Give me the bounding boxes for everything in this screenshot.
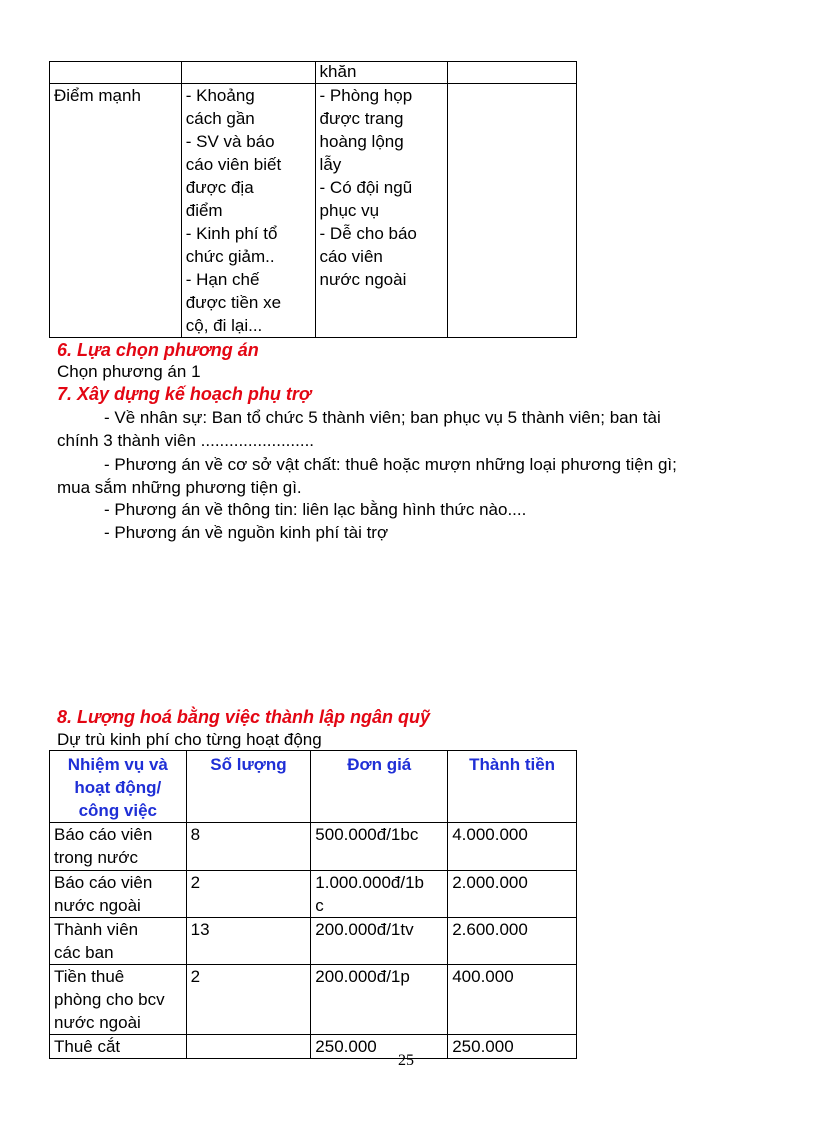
table-cell: 1.000.000đ/1b c <box>311 871 448 918</box>
row-label: Điểm mạnh <box>50 84 182 338</box>
table-cell: Thành viên các ban <box>50 918 187 965</box>
table-cell: 2.000.000 <box>448 871 577 918</box>
table-cell <box>186 1035 311 1059</box>
cell-line: lẫy <box>319 155 342 174</box>
table-cell: 250.000 <box>311 1035 448 1059</box>
budget-table <box>49 750 577 1059</box>
section-7-line: mua sắm những phương tiện gì. <box>57 478 302 497</box>
section-8-subtitle: Dự trù kinh phí cho từng hoạt động <box>57 730 322 749</box>
cell-line: phục vụ <box>319 201 380 220</box>
table-cell <box>448 62 577 84</box>
cell-line: cộ, đi lại... <box>185 316 263 335</box>
section-7-line: - Về nhân sự: Ban tổ chức 5 thành viên; ban phục vụ 5 thành viên; ban tài <box>104 408 661 427</box>
table-cell: 2.600.000 <box>448 918 577 965</box>
table-row-strengths <box>50 84 577 338</box>
column-header: Đơn giá <box>311 751 448 823</box>
page-number: 25 <box>398 1052 414 1069</box>
cell-line: - Phòng họp <box>319 86 413 105</box>
table-cell: 2 <box>186 871 311 918</box>
table-cell <box>315 84 448 338</box>
cell-line: - Kinh phí tổ <box>185 224 278 243</box>
table-cell <box>50 62 182 84</box>
cell-line: - Có đội ngũ <box>319 178 413 197</box>
table-cell: 200.000đ/1tv <box>311 918 448 965</box>
section-8-heading: 8. Lượng hoá bằng việc thành lập ngân quỹ <box>57 707 430 727</box>
cell-line: - Dễ cho báo <box>319 224 417 243</box>
table-cell <box>181 84 315 338</box>
table-header-row <box>50 751 577 823</box>
table-cell: 8 <box>186 823 311 871</box>
table-row <box>50 918 577 965</box>
section-7-line: chính 3 thành viên ........................ <box>57 431 315 450</box>
table-cell: 4.000.000 <box>448 823 577 871</box>
table-cell: 400.000 <box>448 965 577 1035</box>
table-row <box>50 823 577 871</box>
cell-line: - SV và báo <box>185 132 275 151</box>
table-row <box>50 965 577 1035</box>
column-header: Thành tiền <box>448 751 577 823</box>
cell-line: điểm <box>185 201 223 220</box>
cell-line: cách gần <box>185 109 255 128</box>
table-cell: 13 <box>186 918 311 965</box>
cell-line: được tiền xe <box>185 293 282 312</box>
section-6-heading: 6. Lựa chọn phương án <box>57 340 259 360</box>
table-row <box>50 1035 577 1059</box>
cell-line: được địa <box>185 178 254 197</box>
cell-line: - Khoảng <box>185 86 255 105</box>
section-7-heading: 7. Xây dựng kế hoạch phụ trợ <box>57 384 311 404</box>
table-cell: Báo cáo viên trong nước <box>50 823 187 871</box>
table-cell: 200.000đ/1p <box>311 965 448 1035</box>
table-cell: Báo cáo viên nước ngoài <box>50 871 187 918</box>
cell-line: nước ngoài <box>319 270 407 289</box>
comparison-table <box>49 61 577 338</box>
section-7-line: - Phương án về cơ sở vật chất: thuê hoặc mượn những loại phương tiện gì; <box>104 455 677 474</box>
cell-line: hoàng lộng <box>319 132 404 151</box>
cell-line: cáo viên <box>319 247 383 266</box>
cell-line: chức giảm.. <box>185 247 275 266</box>
cell-line: được trang <box>319 109 404 128</box>
table-cell: Tiền thuê phòng cho bcv nước ngoài <box>50 965 187 1035</box>
table-cell: 500.000đ/1bc <box>311 823 448 871</box>
section-7-line: - Phương án về thông tin: liên lạc bằng hình thức nào.... <box>104 500 527 519</box>
section-6-text: Chọn phương án 1 <box>57 362 201 381</box>
table-cell <box>448 84 577 338</box>
table-row <box>50 62 577 84</box>
column-header: Nhiệm vụ và hoạt động/ công việc <box>50 751 187 823</box>
table-row <box>50 871 577 918</box>
table-cell <box>181 62 315 84</box>
cell-line: - Hạn chế <box>185 270 260 289</box>
table-cell: 250.000 <box>448 1035 577 1059</box>
cell-line: cáo viên biết <box>185 155 282 174</box>
table-cell: 2 <box>186 965 311 1035</box>
section-7-line: - Phương án về nguồn kinh phí tài trợ <box>104 523 389 542</box>
table-cell: khăn <box>315 62 448 84</box>
table-cell: Thuê cắt <box>50 1035 187 1059</box>
column-header: Số lượng <box>186 751 311 823</box>
